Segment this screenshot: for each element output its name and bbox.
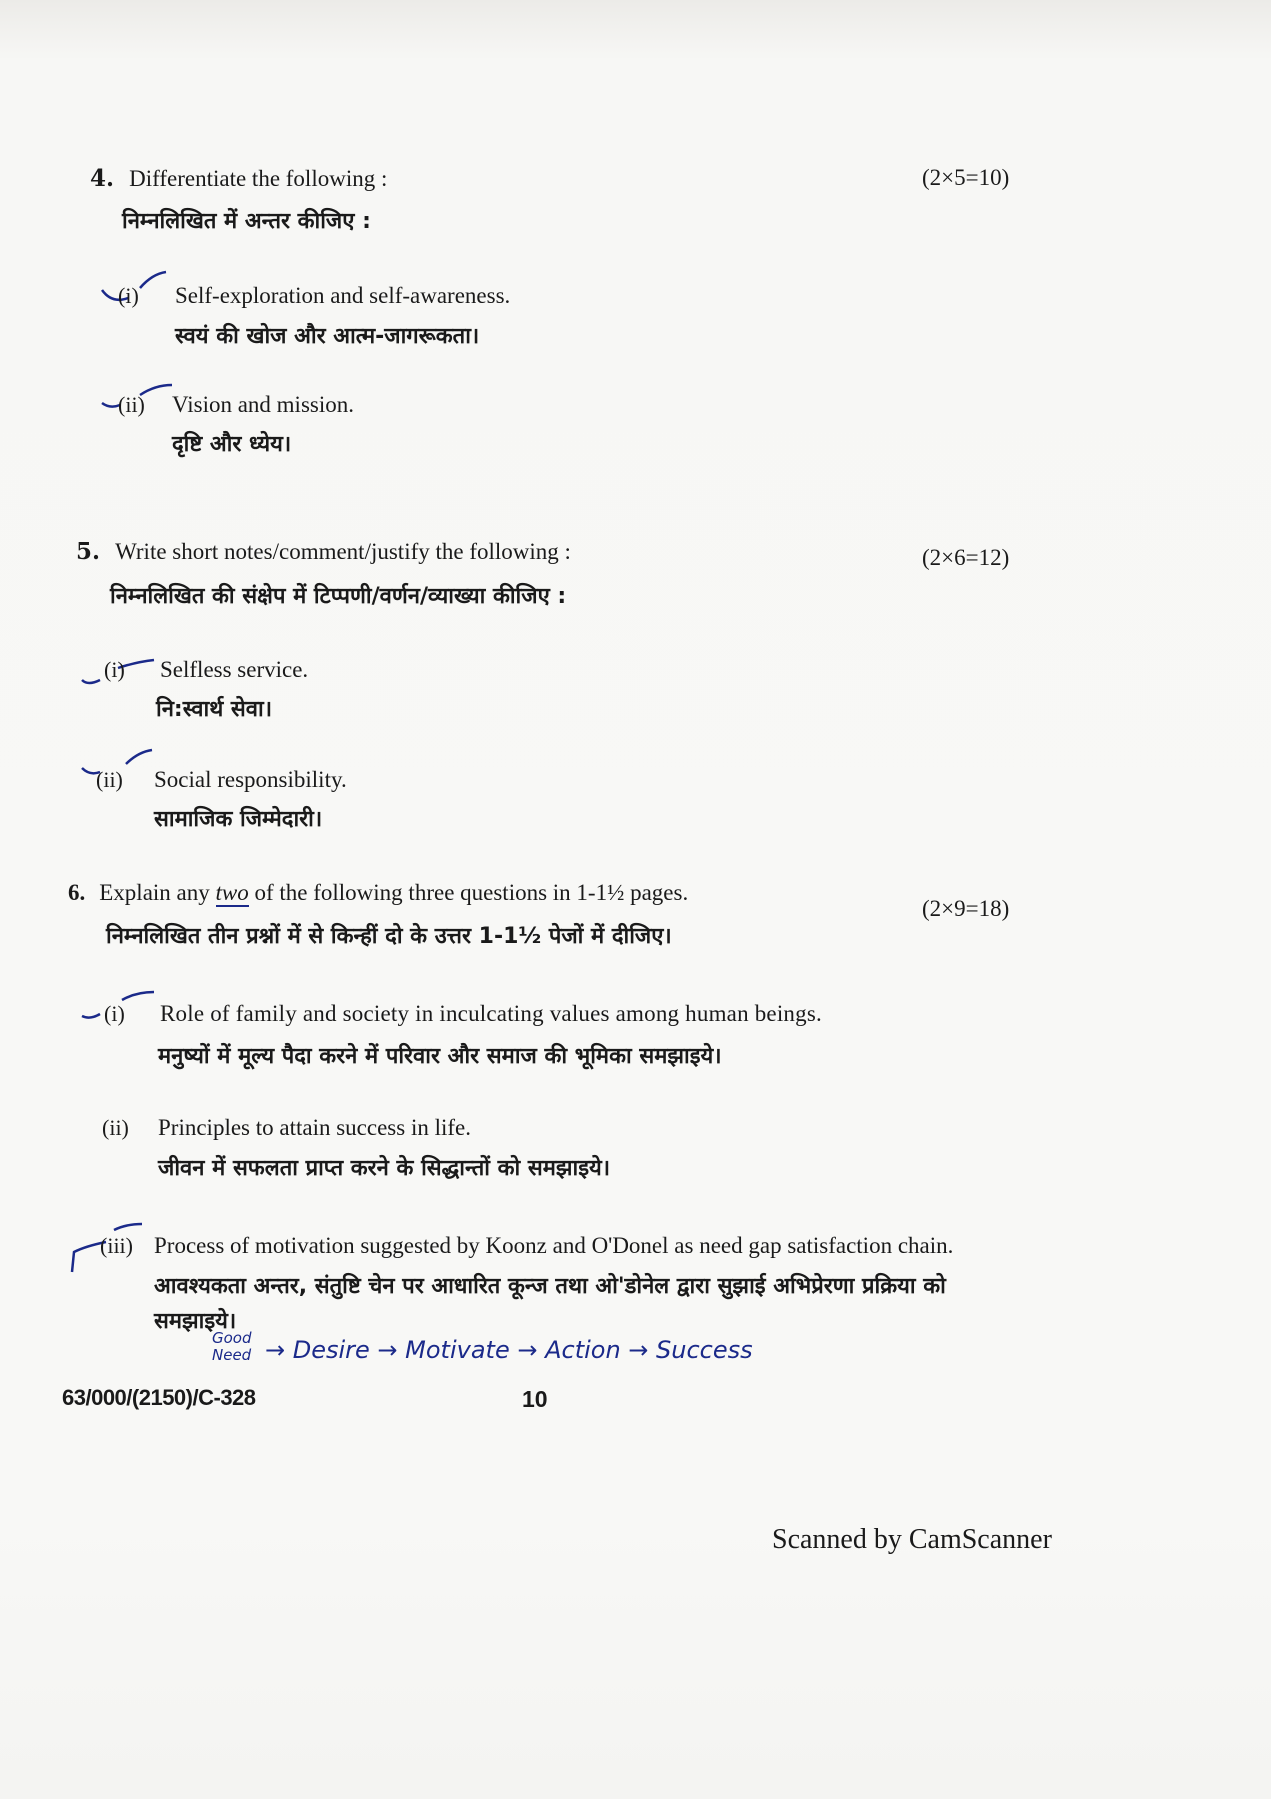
item-hindi-line-2: समझाइये। [154, 1309, 237, 1334]
question-6 [68, 880, 688, 906]
item-hindi-line-1: आवश्यकता अन्तर, संतुष्टि चेन पर आधारित कून्ज तथा ओ'डोनेल द्वारा सुझाई अभिप्रेरणा प्रक्रिया को [154, 1274, 946, 1299]
item-roman: (i) [118, 283, 139, 308]
question-6-hindi: निम्नलिखित तीन प्रश्नों में से किन्हीं दो के उत्तर 1-1½ पेजों में दीजिए। [106, 924, 672, 949]
handwritten-chain: → Desire → Motivate → Action → Success [265, 1336, 753, 1364]
page-number: 10 [522, 1386, 548, 1412]
question-5-marks: (2×6=12) [922, 545, 1010, 570]
item-hindi: नि:स्वार्थ सेवा। [156, 697, 273, 722]
scanner-watermark: Scanned by CamScanner [772, 1524, 1052, 1555]
item-text: Principles to attain success in life. [158, 1115, 471, 1140]
question-4 [90, 165, 387, 192]
item-roman: (ii) [96, 767, 123, 792]
question-6-marks: (2×9=18) [922, 896, 1010, 921]
item-hindi: जीवन में सफलता प्राप्त करने के सिद्धान्तों को समझाइये। [158, 1156, 611, 1181]
item-text: Role of family and society in inculcating values among human beings. [160, 1001, 822, 1026]
question-4-hindi: निम्नलिखित में अन्तर कीजिए : [122, 209, 371, 234]
item-text: Social responsibility. [154, 767, 347, 792]
handwritten-note-good [212, 1330, 252, 1364]
question-5 [76, 538, 571, 565]
item-hindi: स्वयं की खोज और आत्म-जागरूकता। [175, 324, 480, 349]
item-roman: (ii) [118, 392, 145, 417]
question-text: Differentiate the following : [129, 166, 388, 191]
item-roman: (i) [104, 1001, 125, 1026]
paper-code: 63/000/(2150)/C-328 [62, 1385, 256, 1410]
question-4-marks: (2×5=10) [922, 165, 1010, 190]
item-text: Vision and mission. [172, 392, 354, 417]
handwritten-word: Good [212, 1329, 252, 1347]
item-roman: (iii) [100, 1233, 133, 1258]
item-roman: (ii) [102, 1115, 129, 1140]
item-hindi: मनुष्यों में मूल्य पैदा करने में परिवार और समाज की भूमिका समझाइये। [158, 1044, 722, 1069]
question-number: 5. [76, 538, 101, 565]
question-text-start: Explain any [99, 880, 216, 905]
question-text-emphasis: two [215, 880, 249, 905]
question-5-hindi: निम्नलिखित की संक्षेप में टिप्पणी/वर्णन/व्याख्या कीजिए : [110, 584, 567, 609]
item-text: Selfless service. [160, 657, 309, 682]
question-number: 4. [90, 165, 115, 192]
item-text: Self-exploration and self-awareness. [175, 283, 511, 308]
question-text: Write short notes/comment/justify the following : [115, 539, 571, 564]
question-text-end: of the following three questions in 1-1½ pages. [248, 880, 689, 905]
handwritten-word: Need [212, 1346, 252, 1364]
question-number: 6. [68, 880, 86, 905]
item-hindi: सामाजिक जिम्मेदारी। [154, 807, 323, 832]
item-roman: (i) [104, 657, 125, 682]
item-hindi: दृष्टि और ध्येय। [172, 432, 292, 457]
item-text: Process of motivation suggested by Koonz and O'Donel as need gap satisfaction chain. [154, 1233, 954, 1258]
